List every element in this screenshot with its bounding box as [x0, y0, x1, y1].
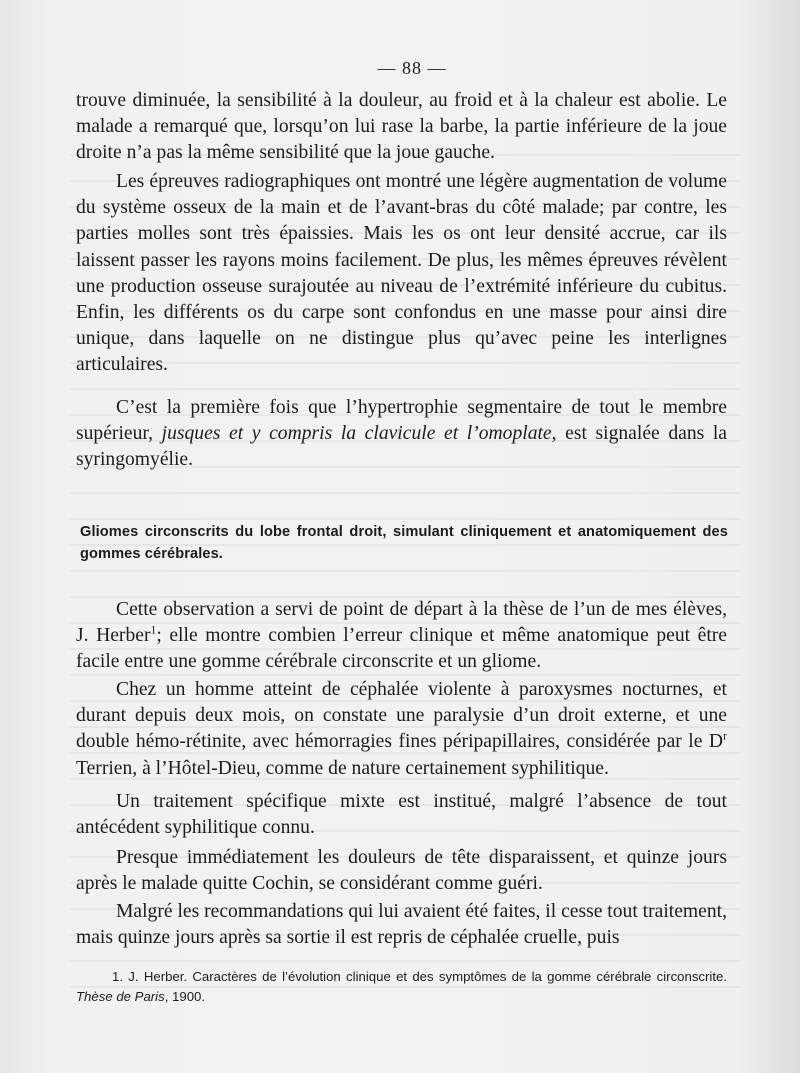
paragraph-4: [76, 597, 727, 676]
paragraph-7: Presque immédiatement les douleurs de tête disparaissent, et quinze jours après le malade quitte Cochin, se considérant comme guéri.: [76, 847, 727, 895]
footnote-text-a: J. Herber. Caractères de l’évolution clinique et des symptômes de la gomme cérébrale circonscrite.: [128, 969, 727, 984]
paragraph-3: [76, 395, 727, 474]
paragraph-2: Les épreuves radiographiques ont montré une légère augmentation de volume du système osseux de la main et de l’avant-bras du côté malade; par contre, les parties molles sont très épaissies. Mais les os ont leur densité accrue, car ils laissent passer les rayons moins facilement. De plus, les mêmes épreuves révèlent une production osseuse surajoutée au niveau de l’extrémité inférieure du cubitus. Enfin, les différents os du carpe sont confondus en une masse pour ainsi dire unique, dans laquelle on ne distingue plus qu’avec peine les interlignes articulaires.: [76, 171, 727, 376]
paragraph-6: Un traitement spécifique mixte est institué, malgré l’absence de tout antécédent syphilitique connu.: [76, 791, 727, 839]
paragraph-5-text-a: Chez un homme atteint de céphalée violente à paroxysmes nocturnes, et durant depuis deux mois, on constate une paralysie d’un droit externe, et une double hémo-rétinite, avec hémorragies fines péripapillaires, considérée par le D: [76, 679, 727, 753]
page-number: — 88 —: [377, 58, 447, 78]
paragraph-3-text-a: C’est la première fois que l’hypertrophie segmentaire de tout le membre supérieur,: [76, 397, 727, 445]
footnote-marker: 1.: [112, 969, 123, 984]
footnote-reference: 1: [150, 623, 157, 637]
paragraph-4-text-a: Cette observation a servi de point de départ à la thèse de l’un de mes élèves, J. Herber: [76, 599, 727, 647]
paragraph-5-text-b: Terrien, à l’Hôtel-Dieu, comme de nature certainement syphilitique.: [76, 757, 609, 779]
footnote-text-b: , 1900.: [164, 988, 206, 1004]
paragraph-4-text-b: ; elle montre combien l’erreur clinique et même anatomique peut être facile entre une gomme cérébrale circonscrite et un gliome.: [76, 625, 728, 673]
footnote-italic: Thèse de Paris: [76, 988, 165, 1004]
paragraph-8: Malgré les recommandations qui lui avaient été faites, il cesse tout traitement, mais quinze jours après sa sortie il est repris de céphalée cruelle, puis: [76, 901, 728, 949]
paragraph-5: [76, 677, 727, 782]
section-heading: Gliomes circonscrits du lobe frontal droit, simulant cliniquement et anatomiquement des gommes cérébrales.: [80, 524, 728, 562]
paragraph-3-text-b: , est signalée dans la syringomyélie.: [76, 423, 727, 471]
paragraph-1: trouve diminuée, la sensibilité à la douleur, au froid et à la chaleur est abolie. Le malade a remarqué que, lorsqu’on lui rase la barbe, la partie inférieure de la joue droite n’a pas la même sensibilité que la joue gauche.: [76, 90, 727, 164]
footnote: [76, 967, 727, 1006]
doctor-abbrev-sup: r: [723, 729, 727, 743]
paragraph-3-italic: jusques et y compris la clavicule et l’omoplate: [161, 423, 552, 445]
